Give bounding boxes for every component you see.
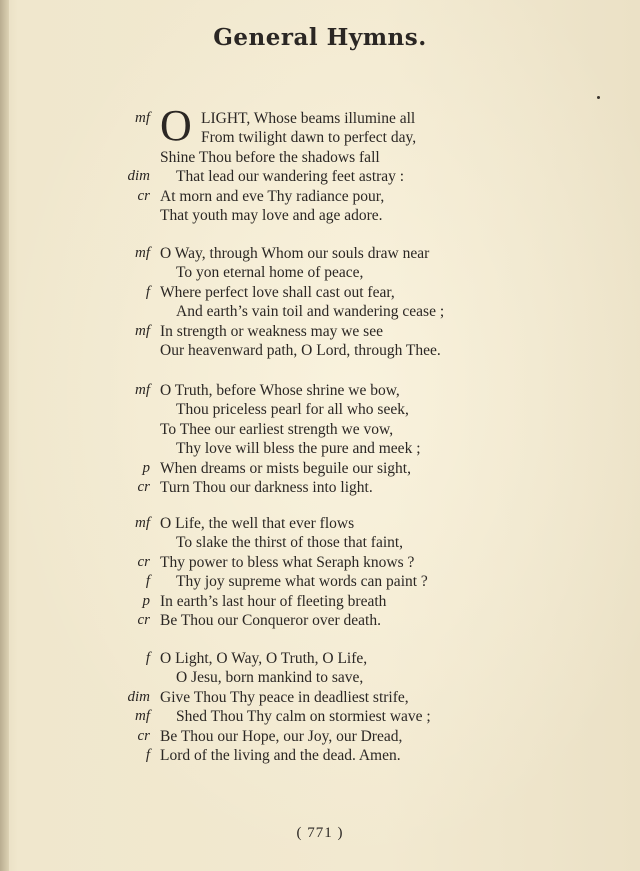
drop-capital: O bbox=[160, 101, 192, 150]
hymn-line: To Thee our earliest strength we vow, bbox=[160, 420, 394, 438]
dynamic-mark: cr bbox=[137, 727, 150, 744]
dynamic-mark: mf bbox=[135, 382, 150, 398]
ink-speck bbox=[597, 96, 600, 99]
dynamic-mark: mf bbox=[135, 245, 150, 261]
page-title: General Hymns. bbox=[213, 24, 427, 51]
dynamic-mark: mf bbox=[135, 322, 150, 339]
dynamic-mark: mf bbox=[135, 110, 150, 126]
dynamic-mark: cr bbox=[137, 479, 150, 495]
dynamic-mark: p bbox=[142, 459, 150, 476]
hymn-line: Where perfect love shall cast out fear, bbox=[160, 283, 395, 301]
hymn-line: Thy love will bless the pure and meek ; bbox=[176, 440, 421, 458]
hymn-line: Thy power to bless what Seraph knows ? bbox=[160, 553, 415, 571]
hymn-line: LIGHT, Whose beams illumine all bbox=[201, 110, 416, 127]
hymn-line: To slake the thirst of those that faint, bbox=[176, 534, 404, 552]
hymn-line: O Light, O Way, O Truth, O Life, bbox=[160, 650, 368, 667]
hymn-line: O Jesu, born mankind to save, bbox=[176, 669, 364, 687]
hymn-line: From twilight dawn to perfect day, bbox=[201, 129, 417, 147]
hymn-line: Our heavenward path, O Lord, through Thee. bbox=[160, 342, 441, 359]
hymn-line: O Life, the well that ever flows bbox=[160, 515, 355, 532]
dynamic-mark: f bbox=[145, 650, 150, 666]
hymn-line: And earth’s vain toil and wandering cease ; bbox=[176, 303, 445, 321]
hymn-line: That lead our wandering feet astray : bbox=[176, 168, 405, 186]
hymn-line: Turn Thou our darkness into light. bbox=[160, 479, 373, 496]
hymn-line: To yon eternal home of peace, bbox=[176, 264, 364, 282]
hymn-line: Thy joy supreme what words can paint ? bbox=[176, 573, 428, 591]
hymn-line: O Way, through Whom our souls draw near bbox=[160, 245, 430, 262]
page-number: ( 771 ) bbox=[296, 825, 344, 841]
hymn-line: Shed Thou Thy calm on stormiest wave ; bbox=[176, 708, 431, 726]
hymn-line: In strength or weakness may we see bbox=[160, 322, 383, 340]
dynamic-mark: mf bbox=[135, 708, 150, 725]
hymn-line: In earth’s last hour of fleeting breath bbox=[160, 592, 387, 610]
page-binding-edge bbox=[0, 0, 9, 871]
hymn-line: That youth may love and age adore. bbox=[160, 207, 383, 224]
dynamic-mark: f bbox=[145, 573, 150, 590]
dynamic-mark: mf bbox=[135, 515, 150, 531]
dynamic-mark: p bbox=[142, 592, 150, 609]
hymn-line: Give Thou Thy peace in deadliest strife, bbox=[160, 688, 409, 706]
dynamic-mark: cr bbox=[137, 612, 150, 628]
hymn-line: Be Thou our Conqueror over death. bbox=[160, 612, 381, 629]
dynamic-mark: f bbox=[145, 747, 150, 763]
hymn-line: Lord of the living and the dead. Amen. bbox=[160, 747, 401, 764]
hymn-line: Shine Thou before the shadows fall bbox=[160, 148, 380, 166]
dynamic-mark: cr bbox=[137, 187, 150, 204]
hymn-line: At morn and eve Thy radiance pour, bbox=[160, 187, 385, 205]
hymn-line: Be Thou our Hope, our Joy, our Dread, bbox=[160, 727, 403, 745]
dynamic-mark: f bbox=[145, 283, 150, 300]
hymn-line: When dreams or mists beguile our sight, bbox=[160, 459, 411, 477]
dynamic-mark: dim bbox=[127, 688, 150, 705]
dynamic-mark: cr bbox=[137, 553, 150, 570]
hymn-line: Thou priceless pearl for all who seek, bbox=[176, 401, 409, 419]
hymn-line: O Truth, before Whose shrine we bow, bbox=[160, 382, 400, 399]
dynamic-mark: dim bbox=[127, 168, 150, 185]
